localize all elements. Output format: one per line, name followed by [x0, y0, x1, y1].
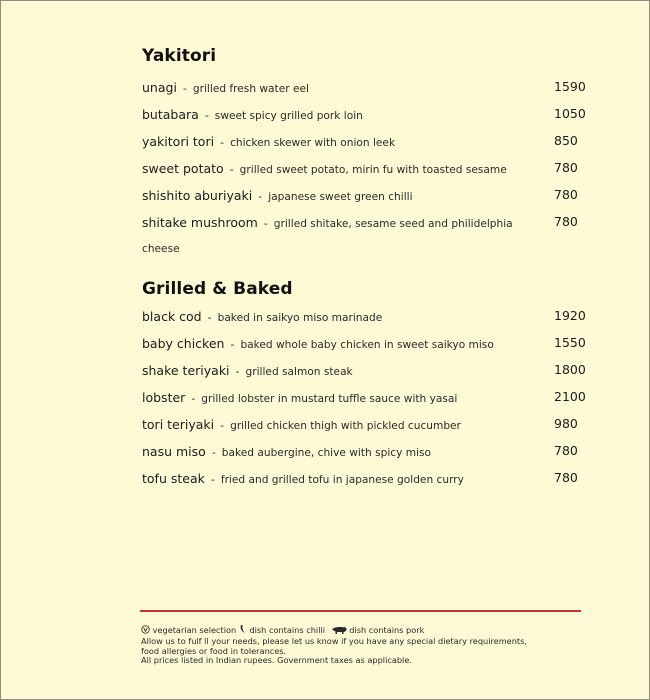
dish-price: 1800: [554, 362, 586, 377]
pork-label: dish contains pork: [349, 625, 425, 635]
menu-item: [142, 158, 582, 178]
dish-price: 1590: [554, 79, 586, 94]
dish-description: baked aubergine, chive with spicy miso: [221, 447, 432, 459]
separator: -: [207, 311, 212, 324]
separator: -: [230, 338, 235, 351]
dish-price: 1050: [554, 106, 586, 121]
menu-item: [142, 306, 586, 326]
menu-item: [142, 360, 586, 380]
dish-price: 780: [554, 470, 578, 485]
dish-name: tofu steak: [142, 471, 205, 486]
separator: -: [263, 217, 268, 230]
menu-item: [142, 77, 586, 97]
vegetarian-label: vegetarian selection: [152, 625, 237, 635]
dish-description: sweet spicy grilled pork loin: [214, 110, 363, 122]
dish-description: grilled lobster in mustard tuffle sauce with yasai: [201, 393, 458, 405]
menu-item: [142, 104, 586, 124]
dish-name: baby chicken: [142, 336, 225, 351]
separator: -: [210, 473, 215, 486]
separator: -: [182, 82, 187, 95]
dietary-note-cont: food allergies or food in tolerances.: [141, 645, 287, 656]
menu-item: [142, 131, 582, 151]
separator: -: [220, 136, 225, 149]
menu-item: [142, 387, 586, 407]
dish-price: 780: [554, 160, 578, 175]
menu-item: [142, 185, 582, 205]
dish-description: japanese sweet green chilli: [268, 191, 413, 203]
dish-description-continued: cheese: [142, 243, 180, 255]
dish-description: grilled shitake, sesame seed and philidelphia: [273, 218, 513, 230]
dish-price: 780: [554, 443, 578, 458]
menu-item: [142, 333, 586, 353]
separator: -: [220, 419, 225, 432]
chilli-icon: [239, 624, 247, 637]
legend-line: [141, 624, 581, 637]
dish-price: 850: [554, 133, 578, 148]
dish-description: chicken skewer with onion leek: [230, 137, 396, 149]
dish-name: sweet potato: [142, 161, 224, 176]
dish-description: baked whole baby chicken in sweet saikyo miso: [240, 339, 494, 351]
menu-item: [142, 414, 582, 434]
footer-divider: [140, 610, 581, 612]
dish-price: 1550: [554, 335, 586, 350]
separator: -: [258, 190, 263, 203]
dish-description: grilled salmon steak: [245, 366, 353, 378]
menu-item: [142, 441, 582, 461]
dish-name: shitake mushroom: [142, 215, 258, 230]
menu-item: [142, 468, 582, 488]
dish-name: shake teriyaki: [142, 363, 230, 378]
chilli-label: dish contains chilli: [249, 625, 326, 635]
dish-name: butabara: [142, 107, 199, 122]
dish-price: 980: [554, 416, 578, 431]
menu-item: [142, 212, 582, 232]
separator: -: [235, 365, 240, 378]
prices-note: All prices listed in Indian rupees. Government taxes as applicable.: [141, 655, 412, 666]
dish-name: lobster: [142, 390, 186, 405]
dish-description: baked in saikyo miso marinade: [217, 312, 383, 324]
dish-price: 1920: [554, 308, 586, 323]
dish-description: fried and grilled tofu in japanese golden curry: [220, 474, 464, 486]
dish-description: grilled chicken thigh with pickled cucumber: [230, 420, 461, 432]
dish-name: nasu miso: [142, 444, 206, 459]
dietary-note: Allow us to fulf ll your needs, please let us know if you have any special dietary requirements,: [141, 635, 527, 646]
dish-name: yakitori tori: [142, 134, 215, 149]
dish-description: grilled sweet potato, mirin fu with toasted sesame: [239, 164, 507, 176]
dish-name: tori teriyaki: [142, 417, 215, 432]
footer-notes: [141, 624, 581, 666]
dish-name: shishito aburiyaki: [142, 188, 253, 203]
separator: -: [191, 392, 196, 405]
dish-description: grilled fresh water eel: [192, 83, 309, 95]
separator: -: [204, 109, 209, 122]
dish-price: 2100: [554, 389, 586, 404]
separator: -: [229, 163, 234, 176]
separator: -: [211, 446, 216, 459]
dish-price: 780: [554, 214, 578, 229]
dish-name: black cod: [142, 309, 202, 324]
section-title-grilled-baked: Grilled & Baked: [142, 279, 293, 299]
section-title-yakitori: Yakitori: [142, 46, 217, 66]
dish-price: 780: [554, 187, 578, 202]
dish-name: unagi: [142, 80, 177, 95]
